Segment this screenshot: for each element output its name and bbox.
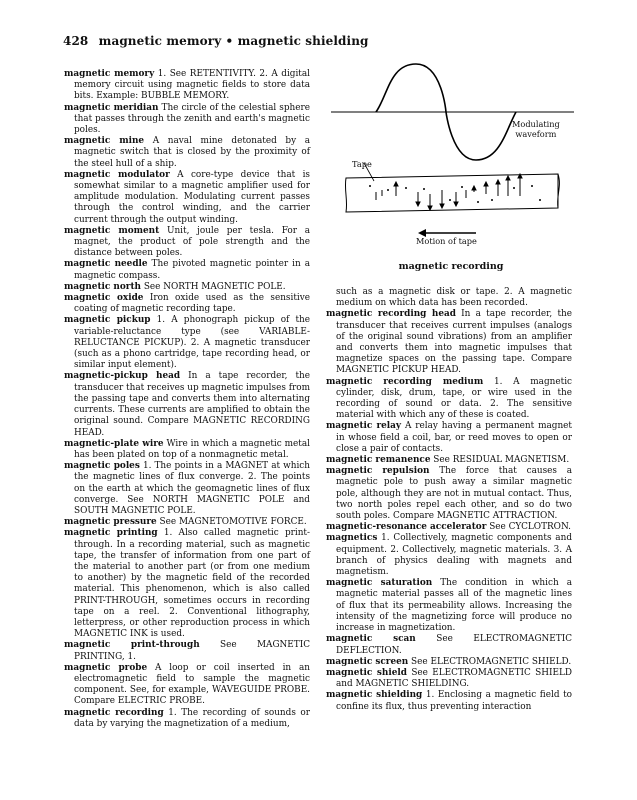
entry-definition: See ELECTROMAGNETIC SHIELD. — [408, 656, 572, 667]
dictionary-entry — [326, 668, 572, 690]
entry-definition: The force that causes a magnetic pole to push away a similar magnetic pole, although they are not in mutual contact. Thus, two north poles repel each other, and so do two south poles. Compare MAGNETIC ATTRACTION. — [336, 466, 572, 522]
entry-term: magnetic meridian — [64, 102, 159, 113]
dictionary-entry — [326, 533, 572, 578]
entry-term: magnetic pickup — [64, 315, 151, 326]
dictionary-entry — [64, 103, 310, 137]
entry-definition: A relay having a permanent magnet in whose field a coil, bar, or reed moves to open or close a pair of contacts. — [336, 421, 573, 454]
entry-term: magnetic needle — [64, 259, 148, 270]
dictionary-entry — [64, 371, 310, 438]
entry-term: magnetic shield — [326, 667, 407, 678]
entry-definition: 1. See RETENTIVITY. 2. A digital memory circuit using magnetic fields to store data bits. Example: BUBBLE MEMORY. — [74, 69, 310, 102]
entry-definition: 1. A phonograph pickup of the variable-reluctance type (see VARIABLE-RELUCTANCE PICKUP). 2. A magnetic transducer (such as a phono cartridge, tape recording head, or similar input element). — [74, 315, 310, 371]
magnetic-recording-figure — [326, 50, 576, 275]
entry-term: magnetic modulator — [64, 169, 170, 180]
magnetization-arrows — [376, 174, 522, 210]
entry-term: magnetic shielding — [326, 690, 423, 701]
dictionary-entry — [64, 315, 310, 371]
dictionary-entry — [64, 640, 310, 662]
dictionary-entry — [64, 226, 310, 260]
dictionary-entry — [326, 377, 572, 422]
label-motion: Motion of tape — [416, 236, 477, 246]
modulating-waveform-label — [512, 120, 560, 139]
dictionary-entry — [64, 439, 310, 461]
page-number: 428 — [63, 34, 89, 48]
page-header — [63, 34, 369, 48]
entry-term: magnetic memory — [64, 69, 155, 79]
entry-term: magnetic saturation — [326, 578, 433, 589]
entry-term: magnetic poles — [64, 461, 140, 472]
entry-term: magnetic-pickup head — [64, 371, 181, 382]
entry-term: magnetic relay — [326, 421, 402, 432]
entry-definition: See ELECTROMAGNETIC DEFLECTION. — [336, 634, 573, 656]
entry-definition: The pivoted magnetic pointer in a magnetic compass. — [74, 259, 310, 281]
entry-term: magnetic recording — [64, 707, 164, 718]
dictionary-entry — [326, 522, 572, 533]
label-tape: Tape — [352, 159, 372, 169]
entry-term: magnetic oxide — [64, 293, 144, 304]
entry-definition: See RESIDUAL MAGNETISM. — [430, 455, 570, 466]
dictionary-entry — [326, 578, 572, 634]
entry-definition: Iron oxide used as the sensitive coating of magnetic recording tape. — [74, 293, 310, 315]
entry-term: magnetics — [326, 533, 378, 544]
entry-term: magnetic remanence — [326, 455, 431, 466]
entry-definition: See NORTH MAGNETIC POLE. — [141, 281, 286, 292]
magnetic-particles — [369, 185, 541, 203]
dictionary-entry — [326, 421, 572, 455]
entry-term: magnetic north — [64, 281, 142, 292]
entry-definition: A core-type device that is somewhat similar to a magnetic amplifier used for amplitude modulation. Modulating current passes through the control winding, and the carrier current through the output winding. — [74, 169, 310, 225]
entry-term: magnetic moment — [64, 225, 160, 236]
dictionary-entry — [326, 690, 572, 712]
entry-term: magnetic repulsion — [326, 466, 430, 477]
entry-definition: such as a magnetic disk or tape. 2. A magnetic medium on which data has been recorded. — [336, 287, 572, 309]
entry-definition: See MAGNETIC PRINTING, 1. — [74, 640, 310, 662]
entry-definition: A naval mine detonated by a magnetic switch that is closed by the proximity of the steel hull of a ship. — [74, 136, 311, 169]
entry-definition: See MAGNETOMOTIVE FORCE. — [156, 517, 307, 528]
entry-definition: 1. The recording of sounds or data by varying the magnetization of a medium, — [74, 707, 311, 729]
entry-definition: A loop or coil inserted in an electromagnetic field to sample the magnetic component. See, for example, WAVEGUIDE PROBE. Compare ELECTRIC PROBE. — [74, 662, 310, 707]
entry-term: magnetic screen — [326, 656, 409, 667]
dictionary-entry — [64, 528, 310, 640]
dictionary-entry — [64, 517, 310, 528]
dictionary-entry — [326, 634, 572, 656]
dictionary-entry — [64, 69, 310, 103]
entry-definition: In a tape recorder, the transducer that receives up magnetic impulses from the passing tape and converts them into alternating currents. These currents are amplified to obtain the original sound. Compare MAGNETIC RECORDING HEAD. — [74, 371, 311, 438]
entry-definition: In a tape recorder, the transducer that receives current impulses (analogs of the original sound vibrations) from an amplifier and converts them into magnetic impulses that magnetize spaces on the passing tape. Compare MAGNETIC PICKUP HEAD. — [336, 309, 572, 376]
dictionary-entry — [64, 259, 310, 281]
entry-definition: 1. Collectively, magnetic components and equipment. 2. Collectively, magnetic materials. 3. A branch of physics dealing with magnets and magnetism. — [336, 533, 572, 578]
entry-definition: 1. Also called magnetic print-through. In a recording material, such as magnetic tape, the transfer of information from one part of the material to another part (or from one medium to another) by the magnetic field of the recorded material. This phenomenon, which is also called PRINT-THROUGH, sometimes occurs in recording tape on a reel. 2. Conventional lithography, letterpress, or other reproduction process in which MAGNETIC INK is used. — [74, 528, 311, 640]
dictionary-entry — [326, 287, 572, 309]
label-modulating: Modulating — [512, 119, 560, 129]
entry-definition: Wire in which a magnetic metal has been plated on top of a nonmagnetic metal. — [74, 438, 310, 460]
entry-definition: 1. A magnetic cylinder, disk, drum, tape, or wire used in the recording of sound or data. 2. The sensitive material with which any of these is coated. — [336, 376, 572, 421]
right-column — [326, 287, 572, 713]
entry-term: magnetic scan — [326, 634, 416, 645]
running-title: magnetic memory • magnetic shielding — [98, 34, 369, 48]
entry-definition: See CYCLOTRON. — [486, 522, 571, 533]
dictionary-entry — [326, 455, 572, 466]
dictionary-entry — [64, 663, 310, 708]
dictionary-entry — [64, 170, 310, 226]
dictionary-entry — [326, 466, 572, 522]
entry-definition: Unit, joule per tesla. For a magnet, the product of pole strength and the distance between poles. — [74, 225, 310, 259]
dictionary-entry — [64, 461, 310, 517]
label-waveform: waveform — [515, 128, 557, 139]
entry-definition: The condition in which a magnetic material passes all of the magnetic lines of flux that its permeability allows. Increasing the intensity of the magnetizing force will produce no increase in magnetization. — [336, 578, 572, 634]
entry-definition: 1. Enclosing a magnetic field to confine its flux, thus preventing interaction — [336, 690, 572, 712]
entry-term: magnetic probe — [64, 662, 148, 673]
figure-caption: magnetic recording — [398, 261, 504, 272]
figure-drawing — [326, 50, 576, 260]
entry-term: magnetic recording head — [326, 309, 456, 320]
entry-term: magnetic-plate wire — [64, 438, 164, 449]
dictionary-entry — [64, 293, 310, 315]
dictionary-entry — [64, 708, 310, 730]
entry-term: magnetic-resonance accelerator — [326, 522, 487, 533]
dictionary-entry — [64, 282, 310, 293]
entry-definition: The circle of the celestial sphere that passes through the zenith and earth's magnetic poles. — [74, 102, 310, 136]
entry-term: magnetic recording medium — [326, 376, 484, 387]
dictionary-entry — [326, 657, 572, 668]
tape-outline — [345, 174, 558, 212]
entry-term: magnetic print-through — [64, 640, 200, 651]
left-column — [64, 69, 310, 730]
dictionary-entry — [64, 136, 310, 170]
dictionary-entry — [326, 309, 572, 376]
entry-term: magnetic printing — [64, 528, 158, 539]
entry-definition: See ELECTROMAGNETIC SHIELD and MAGNETIC SHIELDING. — [336, 667, 572, 690]
entry-term: magnetic mine — [64, 136, 145, 147]
entry-term: magnetic pressure — [64, 517, 157, 528]
entry-definition: 1. The points in a MAGNET at which the magnetic lines of flux converge. 2. The points on the earth at which the geomagnetic lines of flux converge. See NORTH MAGNETIC POLE and SOUTH MAGNETIC POLE. — [74, 461, 310, 516]
